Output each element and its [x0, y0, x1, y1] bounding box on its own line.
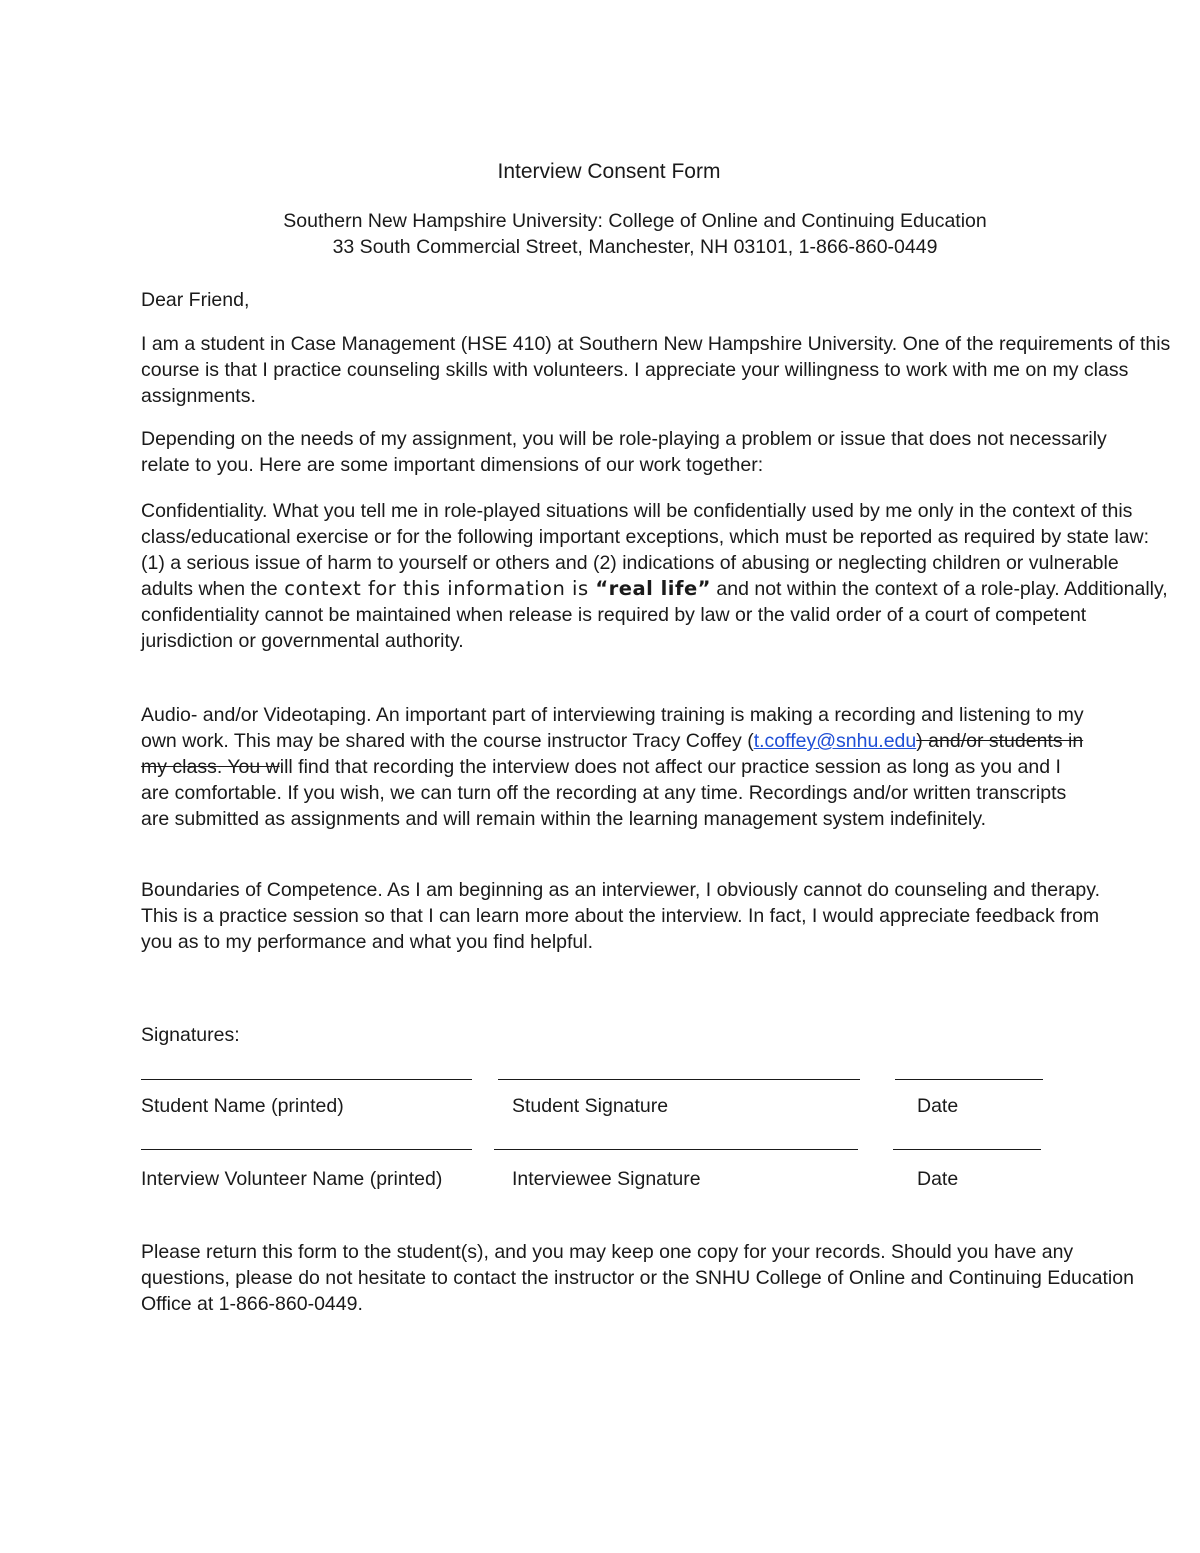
audio-part2-struck: ) and/or students in my class. You w — [141, 730, 1084, 778]
signatures-heading — [141, 1022, 1191, 1048]
audio-video-text — [141, 702, 1091, 832]
student-name-line[interactable] — [141, 1079, 472, 1080]
student-date-line[interactable] — [895, 1079, 1043, 1080]
student-signature-label: Student Signature — [512, 1095, 669, 1117]
salutation — [141, 287, 1191, 313]
institution-header — [0, 208, 1200, 260]
institution-line: Southern New Hampshire University: College of Online and Continuing Education — [283, 210, 987, 232]
audio-part3: ill find that recording the interview does not affect our practice session as long as you and I are comfortable. If you wish, we can turn off the recording at any time. Recordings and/or written transcripts are submitted as assignments and will remain within the learning management system indefinitely. — [141, 756, 1067, 830]
closing-text: Please return this form to the student(s), and you may keep one copy for your records. Should you have any questions, please do not hesitate to contact the instructor or the SNHU College of Online and Continuing Education Office at 1-866-860-0449. — [141, 1241, 1134, 1315]
confidentiality-text — [141, 498, 1171, 654]
audio-video-paragraph — [141, 702, 1091, 832]
boundaries-paragraph — [141, 877, 1131, 955]
interviewee-signature-label: Interviewee Signature — [512, 1168, 701, 1190]
intro-paragraph — [141, 331, 1186, 409]
volunteer-name-line[interactable] — [141, 1149, 472, 1150]
signatures-heading-text: Signatures: — [141, 1024, 240, 1046]
volunteer-date-line[interactable] — [893, 1149, 1041, 1150]
student-date-label: Date — [917, 1095, 959, 1117]
student-signature-line[interactable] — [498, 1079, 860, 1080]
confidentiality-paragraph — [141, 498, 1171, 654]
roleplay-paragraph — [141, 426, 1116, 478]
closing-paragraph — [141, 1239, 1141, 1317]
boundaries-text: Boundaries of Competence. As I am beginning as an interviewer, I obviously cannot do counseling and therapy. This is a practice session so that I can learn more about the interview. In fact, I would appreciate feedback from you as to my performance and what you find helpful. — [141, 879, 1100, 953]
confidentiality-part1: Confidentiality. What you tell me in role-played situations will be confidentially used by me only in the context of this class/educational exercise or for the following important exceptions, which must be reported as required by state law: (1) a serious issue of harm to yourself or others and (2) indications of abusing or neglecting children or vulnerable adults when the — [141, 500, 1150, 600]
page-title: Interview Consent Form — [497, 160, 721, 183]
roleplay-text: Depending on the needs of my assignment, you will be role-playing a problem or issue that does not necessarily relate to you. Here are some important dimensions of our work together: — [141, 428, 1107, 476]
confidentiality-part4: and not within the context of a role-play. Additionally, confidentiality cannot be maintained when release is required by law or the valid order of a court of competent jurisdiction or governmental authority. — [141, 578, 1168, 652]
interviewee-signature-line[interactable] — [494, 1149, 858, 1150]
intro-text: I am a student in Case Management (HSE 410) at Southern New Hampshire University. One of the requirements of this course is that I practice counseling skills with volunteers. I appreciate your willingness to work with me on my class assignments. — [141, 333, 1171, 407]
salutation-text: Dear Friend, — [141, 289, 250, 311]
instructor-email-link[interactable]: t.coffey@snhu.edu — [753, 730, 917, 752]
volunteer-date-label: Date — [917, 1168, 959, 1190]
confidentiality-part2: context for this information is — [277, 577, 596, 600]
address-line: 33 South Commercial Street, Manchester, NH 03101, 1-866-860-0449 — [332, 236, 938, 258]
student-name-label: Student Name (printed) — [141, 1095, 344, 1117]
audio-part1: Audio- and/or Videotaping. An important part of interviewing training is making a recording and listening to my own work. This may be shared with the course instructor Tracy Coffey ( — [141, 704, 1084, 752]
real-life-emphasis: “real life” — [595, 577, 711, 600]
volunteer-name-label: Interview Volunteer Name (printed) — [141, 1168, 443, 1190]
